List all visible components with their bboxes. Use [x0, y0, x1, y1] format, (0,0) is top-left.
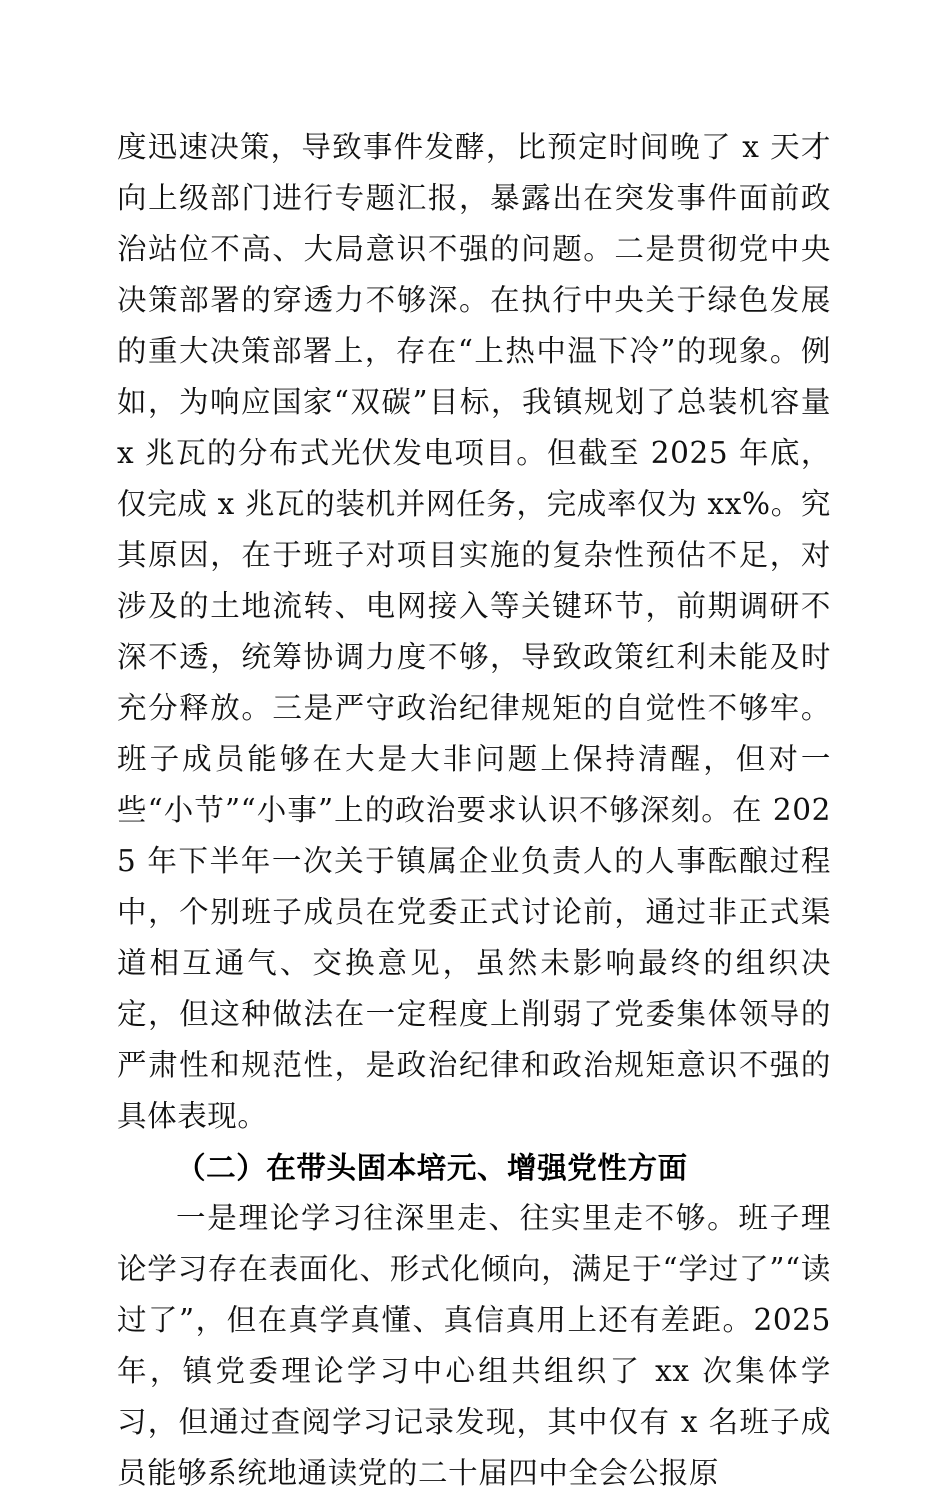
- paragraph-political-discipline-continued: 度迅速决策，导致事件发酵，比预定时间晚了 x 天才向上级部门进行专题汇报，暴露出在突发事件面前政治站位不高、大局意识不强的问题。二是贯彻党中央决策部署的穿透力不够深。在执行中央关于绿色发展的重大决策部署上，存在“上热中温下冷”的现象。例如，为响应国家“双碳”目标，我镇规划了总装机容量 x 兆瓦的分布式光伏发电项目。但截至 2025 年底，仅完成 x 兆瓦的装机并网任务，完成率仅为 xx%。究其原因，在于班子对项目实施的复杂性预估不足，对涉及的土地流转、电网接入等关键环节，前期调研不深不透，统筹协调力度不够，导致政策红利未能及时充分释放。三是严守政治纪律规矩的自觉性不够牢。班子成员能够在大是大非问题上保持清醒，但对一些“小节”“小事”上的政治要求认识不够深刻。在 2025 年下半年一次关于镇属企业负责人的人事酝酿过程中，个别班子成员在党委正式讨论前，通过非正式渠道相互通气、交换意见，虽然未影响最终的组织决定，但这种做法在一定程度上削弱了党委集体领导的严肃性和规范性，是政治纪律和政治规矩意识不强的具体表现。: [117, 130, 831, 1133]
- section-heading-2: （二）在带头固本培元、增强党性方面: [176, 1150, 688, 1185]
- paragraph-theory-study: 一是理论学习往深里走、往实里走不够。班子理论学习存在表面化、形式化倾向，满足于“学过了”“读过了”，但在真学真懂、真信真用上还有差距。2025 年，镇党委理论学习中心组共组织了 xx 次集体学习，但通过查阅学习记录发现，其中仅有 x 名班子成员能够系统地通读党的二十届四中全会公报原: [117, 1201, 831, 1490]
- text-column: [117, 122, 831, 1499]
